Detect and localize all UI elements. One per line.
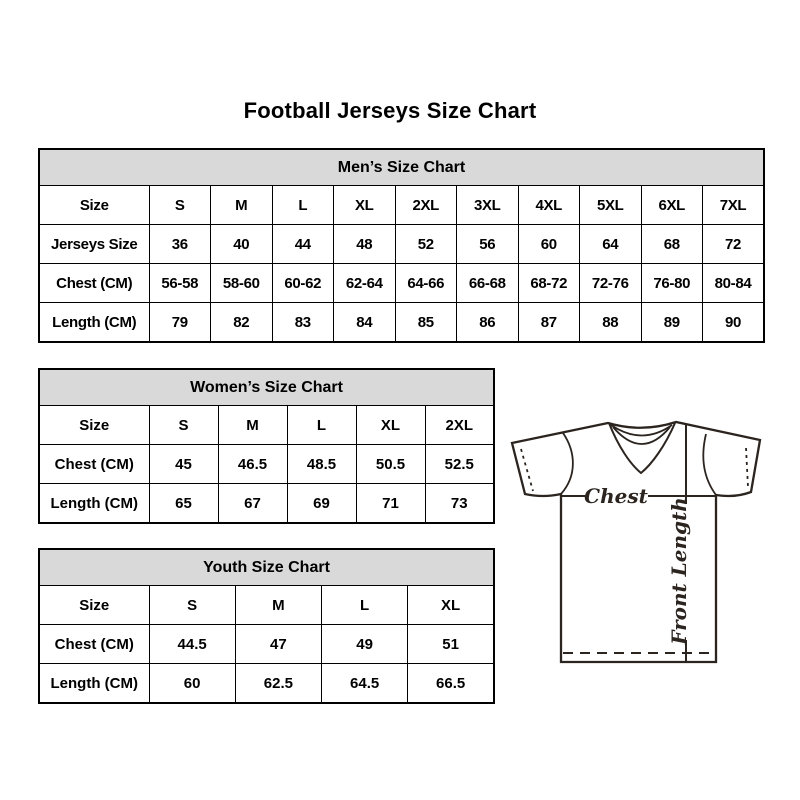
size-value-cell: 5XL bbox=[580, 186, 642, 225]
size-value-cell: 52.5 bbox=[425, 445, 494, 484]
row-label: Chest (CM) bbox=[39, 625, 149, 664]
size-value-cell: 46.5 bbox=[218, 445, 287, 484]
size-value-cell: 65 bbox=[149, 484, 218, 524]
size-value-cell: 48 bbox=[334, 225, 396, 264]
size-value-cell: 7XL bbox=[703, 186, 765, 225]
size-value-cell: 48.5 bbox=[287, 445, 356, 484]
table-row bbox=[39, 586, 494, 625]
table-row bbox=[39, 303, 764, 343]
size-value-cell: 67 bbox=[218, 484, 287, 524]
jersey-measurement-diagram bbox=[500, 395, 775, 675]
youth-table-title: Youth Size Chart bbox=[39, 549, 494, 586]
size-value-cell: 88 bbox=[580, 303, 642, 343]
size-value-cell: 82 bbox=[211, 303, 273, 343]
size-value-cell: S bbox=[149, 586, 235, 625]
womens-table-title: Women’s Size Chart bbox=[39, 369, 494, 406]
womens-size-table bbox=[38, 368, 495, 524]
size-value-cell: L bbox=[322, 586, 408, 625]
size-value-cell: 2XL bbox=[425, 406, 494, 445]
row-label: Chest (CM) bbox=[39, 264, 149, 303]
size-value-cell: 45 bbox=[149, 445, 218, 484]
row-label: Chest (CM) bbox=[39, 445, 149, 484]
size-value-cell: 62-64 bbox=[334, 264, 396, 303]
size-value-cell: 72 bbox=[703, 225, 765, 264]
table-row bbox=[39, 264, 764, 303]
size-value-cell: 80-84 bbox=[703, 264, 765, 303]
size-value-cell: 50.5 bbox=[356, 445, 425, 484]
size-value-cell: 89 bbox=[641, 303, 703, 343]
size-value-cell: 83 bbox=[272, 303, 334, 343]
size-value-cell: 76-80 bbox=[641, 264, 703, 303]
size-value-cell: S bbox=[149, 186, 211, 225]
table-row bbox=[39, 186, 764, 225]
table-row bbox=[39, 225, 764, 264]
row-label: Length (CM) bbox=[39, 303, 149, 343]
size-value-cell: 60-62 bbox=[272, 264, 334, 303]
size-value-cell: 73 bbox=[425, 484, 494, 524]
row-label: Jerseys Size bbox=[39, 225, 149, 264]
size-value-cell: M bbox=[235, 586, 321, 625]
size-value-cell: 36 bbox=[149, 225, 211, 264]
table-header-row bbox=[39, 549, 494, 586]
table-row bbox=[39, 445, 494, 484]
size-value-cell: 66.5 bbox=[408, 664, 494, 704]
size-value-cell: 84 bbox=[334, 303, 396, 343]
size-value-cell: S bbox=[149, 406, 218, 445]
size-value-cell: 56 bbox=[457, 225, 519, 264]
size-value-cell: 49 bbox=[322, 625, 408, 664]
mens-size-table bbox=[38, 148, 765, 343]
size-value-cell: 86 bbox=[457, 303, 519, 343]
page-title: Football Jerseys Size Chart bbox=[243, 98, 537, 123]
size-value-cell: 52 bbox=[395, 225, 457, 264]
row-label: Size bbox=[39, 586, 149, 625]
size-value-cell: 44 bbox=[272, 225, 334, 264]
size-value-cell: 90 bbox=[703, 303, 765, 343]
jersey-outline bbox=[512, 422, 760, 662]
size-value-cell: 66-68 bbox=[457, 264, 519, 303]
size-value-cell: XL bbox=[356, 406, 425, 445]
size-value-cell: XL bbox=[408, 586, 494, 625]
size-value-cell: 40 bbox=[211, 225, 273, 264]
chest-label: Chest bbox=[584, 484, 648, 508]
size-value-cell: 72-76 bbox=[580, 264, 642, 303]
size-value-cell: 64-66 bbox=[395, 264, 457, 303]
size-value-cell: 85 bbox=[395, 303, 457, 343]
size-value-cell: 60 bbox=[149, 664, 235, 704]
size-value-cell: M bbox=[218, 406, 287, 445]
size-value-cell: 58-60 bbox=[211, 264, 273, 303]
size-value-cell: 68 bbox=[641, 225, 703, 264]
table-row bbox=[39, 625, 494, 664]
table-header-row bbox=[39, 369, 494, 406]
size-value-cell: 71 bbox=[356, 484, 425, 524]
youth-size-table bbox=[38, 548, 495, 704]
size-value-cell: 56-58 bbox=[149, 264, 211, 303]
size-value-cell: 47 bbox=[235, 625, 321, 664]
row-label: Length (CM) bbox=[39, 484, 149, 524]
mens-table-title: Men’s Size Chart bbox=[39, 149, 764, 186]
table-row bbox=[39, 484, 494, 524]
size-value-cell: 68-72 bbox=[518, 264, 580, 303]
size-value-cell: 69 bbox=[287, 484, 356, 524]
size-value-cell: 2XL bbox=[395, 186, 457, 225]
size-value-cell: 60 bbox=[518, 225, 580, 264]
size-value-cell: 4XL bbox=[518, 186, 580, 225]
size-value-cell: 79 bbox=[149, 303, 211, 343]
front-length-label: Front Length bbox=[667, 497, 691, 645]
size-value-cell: 64.5 bbox=[322, 664, 408, 704]
table-header-row bbox=[39, 149, 764, 186]
size-value-cell: 44.5 bbox=[149, 625, 235, 664]
row-label: Size bbox=[39, 406, 149, 445]
size-value-cell: 3XL bbox=[457, 186, 519, 225]
row-label: Size bbox=[39, 186, 149, 225]
size-value-cell: 51 bbox=[408, 625, 494, 664]
size-value-cell: 64 bbox=[580, 225, 642, 264]
size-value-cell: M bbox=[211, 186, 273, 225]
size-value-cell: L bbox=[272, 186, 334, 225]
table-row bbox=[39, 664, 494, 704]
size-value-cell: 62.5 bbox=[235, 664, 321, 704]
table-row bbox=[39, 406, 494, 445]
size-value-cell: 6XL bbox=[641, 186, 703, 225]
size-value-cell: L bbox=[287, 406, 356, 445]
size-value-cell: 87 bbox=[518, 303, 580, 343]
row-label: Length (CM) bbox=[39, 664, 149, 704]
size-value-cell: XL bbox=[334, 186, 396, 225]
